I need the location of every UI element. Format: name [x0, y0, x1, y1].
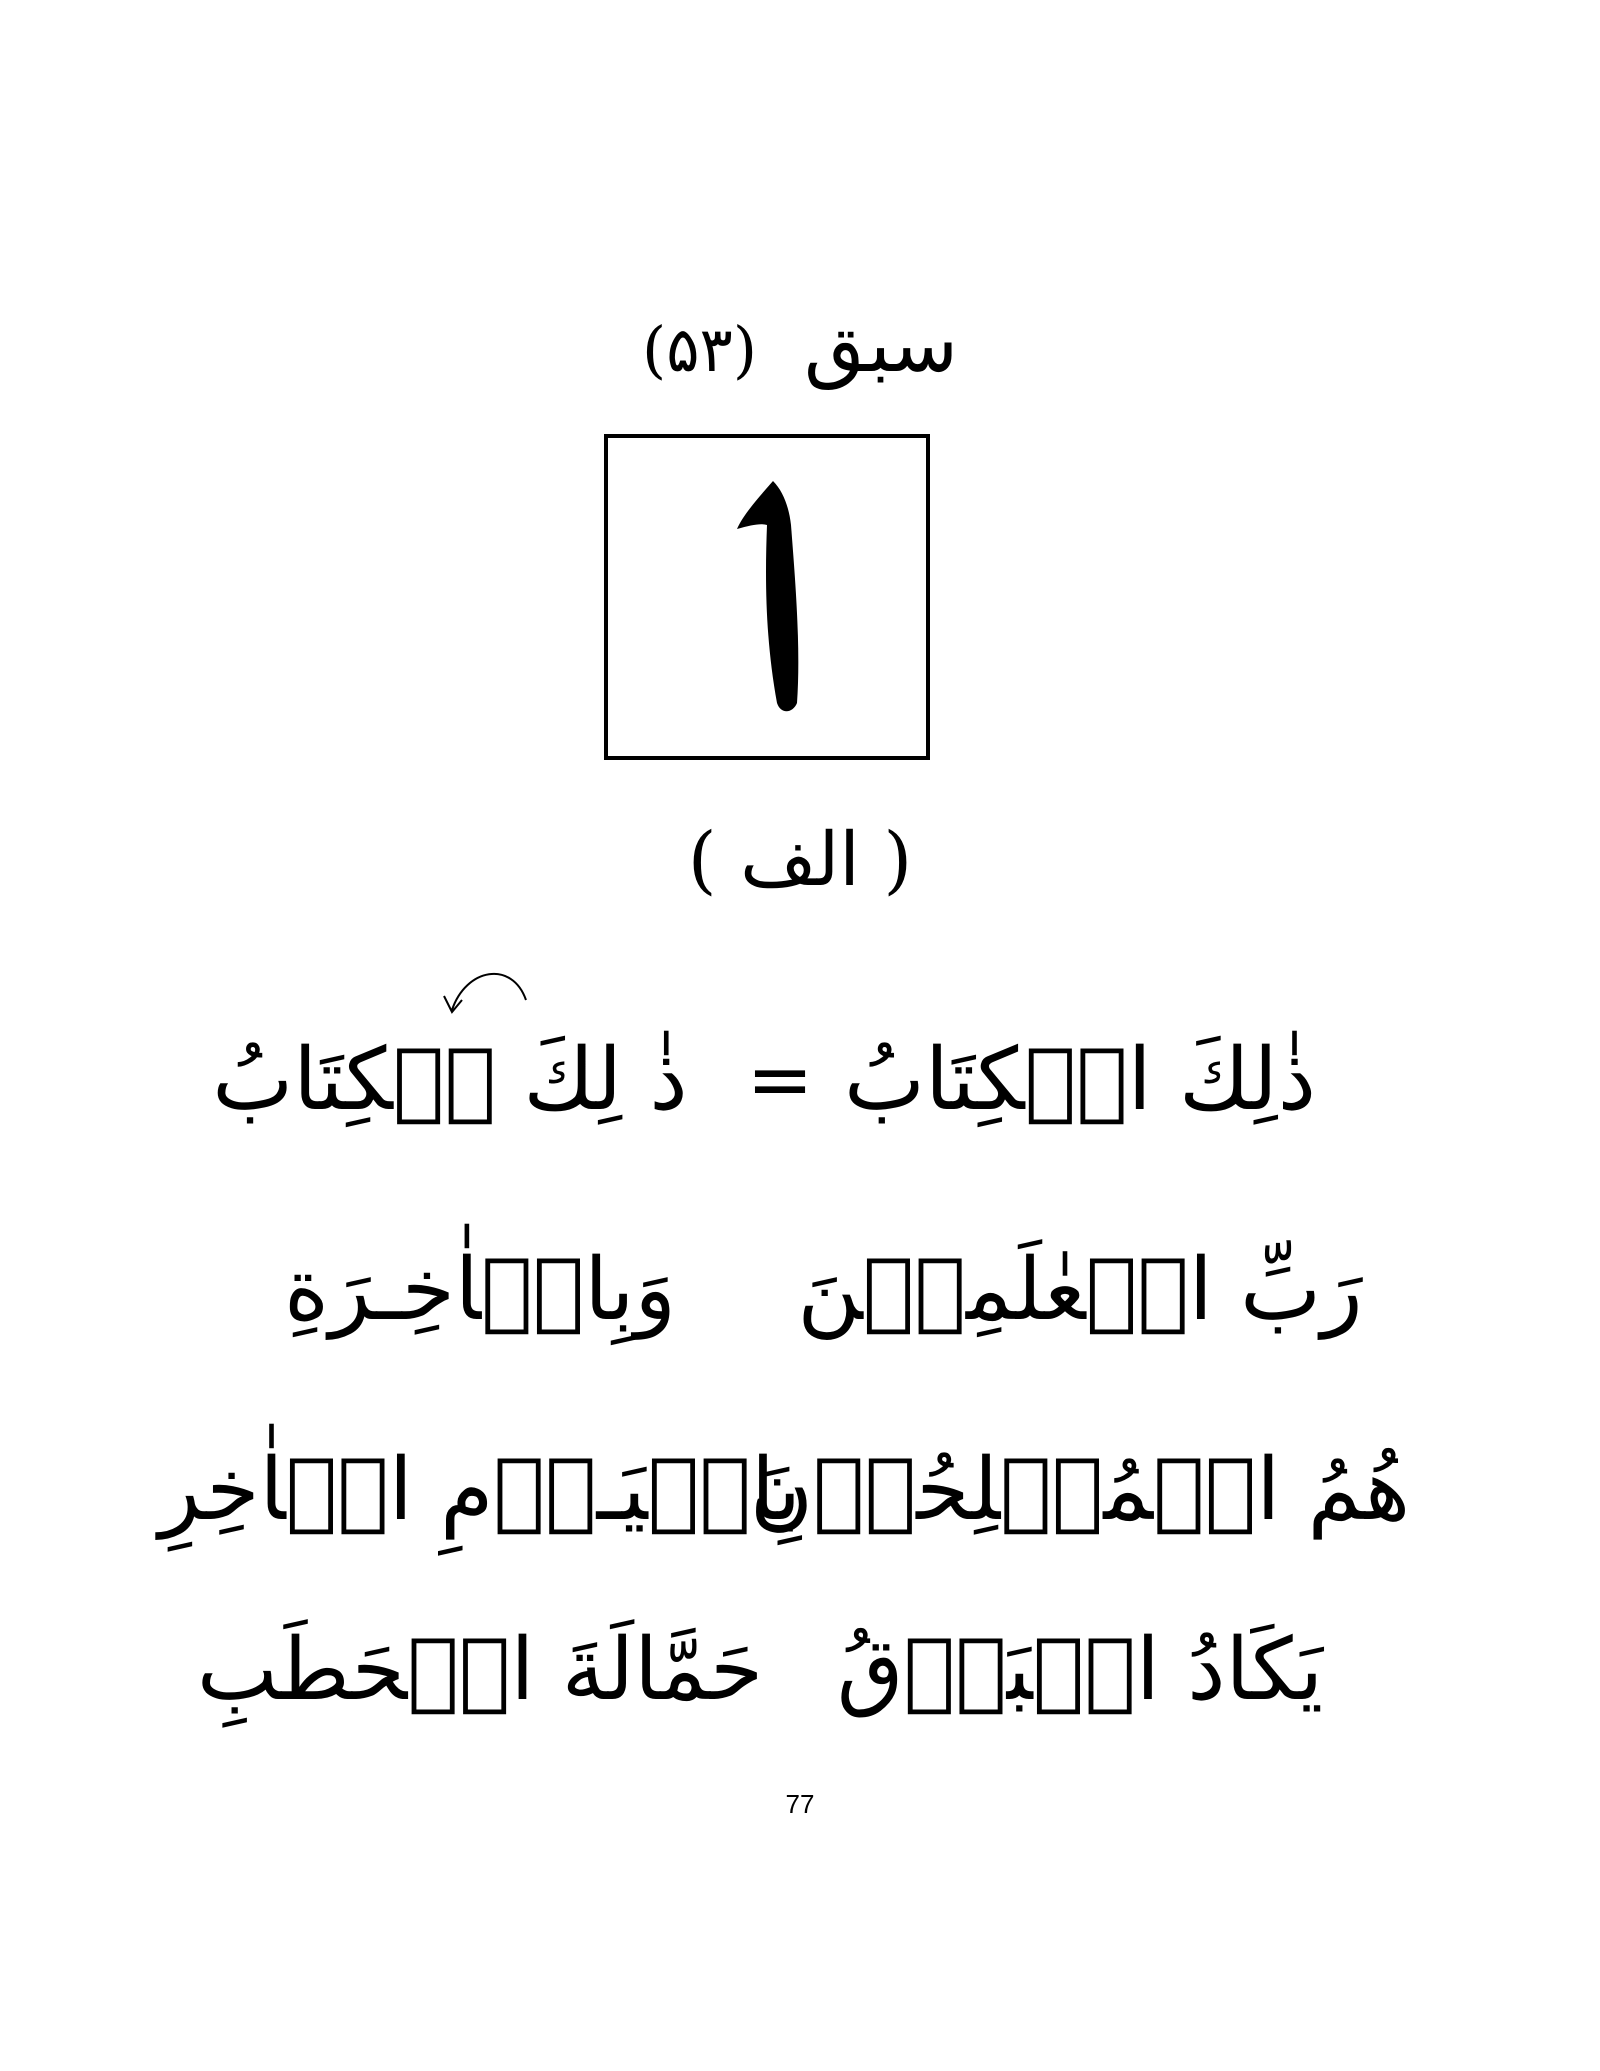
page-number: 77 — [785, 1789, 815, 1819]
word-left: ذٰ لِكَ لۡكِتَابُ — [212, 1030, 688, 1130]
letter-box — [604, 434, 930, 760]
word-left: بِالۡيَـوۡمِ الۡاٰخِرِ — [158, 1440, 802, 1540]
word-row-1 — [0, 1010, 1600, 1150]
word-right: رَبِّ الۡعٰلَمِيۡنَ — [797, 1240, 1363, 1340]
letter-name: ( الف ) — [687, 817, 913, 903]
lesson-word: سبق — [804, 300, 958, 390]
word-left: حَمَّالَةَ الۡحَطَبِ — [196, 1620, 764, 1720]
word-right: ذٰلِكَ الۡكِتَابُ — [843, 1030, 1317, 1130]
word-right: يَكَادُ الۡبَرۡقُ — [836, 1620, 1324, 1720]
lesson-heading — [0, 300, 1600, 395]
word-left: وَبِالۡاٰخِـرَةِ — [284, 1240, 676, 1340]
equals-sign: = — [746, 1033, 814, 1126]
word-row-3 — [0, 1420, 1600, 1560]
word-row-4 — [0, 1600, 1600, 1740]
word-row-2 — [0, 1220, 1600, 1360]
alif-glyph — [707, 467, 827, 727]
lesson-number: (۵۳) — [642, 313, 758, 386]
word-right: هُمُ الۡمُفۡلِحُوۡنَ — [749, 1440, 1411, 1540]
